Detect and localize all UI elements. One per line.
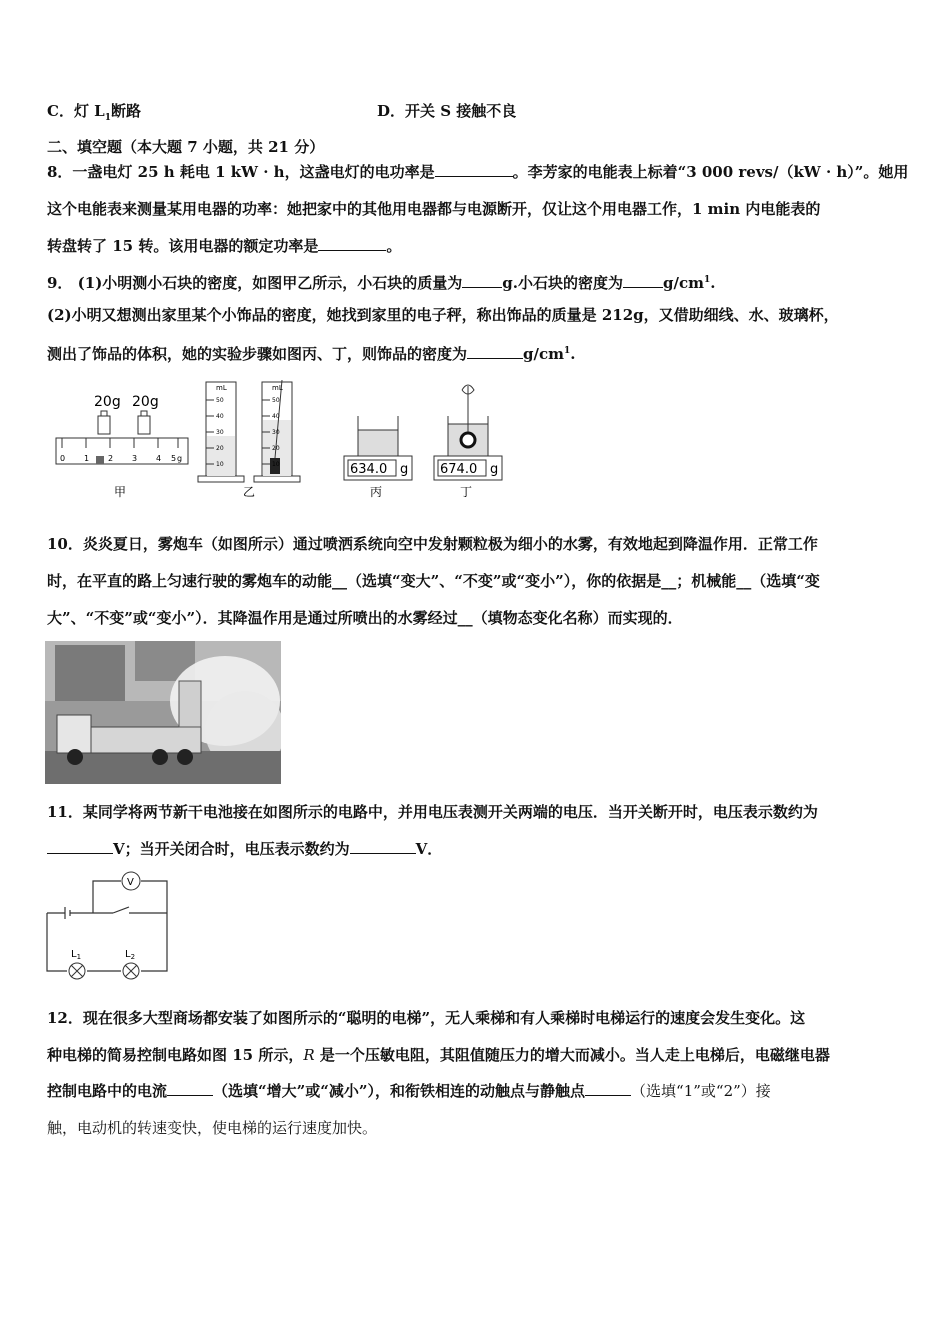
scale-unit: g [177,454,183,463]
q12-line2: 种电梯的简易控制电路如图 15 所示，R 是一个压敏电阻，其阻值随压力的增大而减小。当人走上电梯后，电磁继电器 [47,1046,830,1064]
cyl1-tick-50: 50 [216,397,224,404]
cyl2-tick-50: 50 [272,397,280,404]
ornament [461,433,475,447]
cyl1-tick-20: 20 [216,445,224,452]
weight-1 [98,416,110,434]
unit-bing: g [400,462,409,477]
balance-weights-figure [56,394,188,499]
weight-2 [138,416,150,434]
reading-ding: 674.0 [440,462,478,477]
weight-label-1: 20g [94,394,121,410]
lamp-l2-label: $L_2$ [125,949,136,961]
scale-ornament-figure [434,385,502,499]
cyl1-unit: mL [216,384,227,392]
q12-line3: 控制电路中的电流 （选填“增大”或“减小”），和衔铁相连的动触点与静触点 （选填“1”或“2”）接 [47,1082,771,1100]
circuit-diagram [45,869,171,983]
lamp-l1-label: $L_1$ [71,949,82,961]
unit-ding: g [490,462,499,477]
cyl2-unit: mL [272,384,283,392]
cyl1-tick-10: 10 [216,461,224,468]
label-bing: 丙 [370,485,383,499]
q10-line3: 大”、“不变”或“变小”）．其降温作用是通过所喷出的水雾经过__（填物态变化名称）而实现的． [47,609,683,627]
label-yi: 乙 [243,485,256,499]
q8-line1: 8．一盏电灯 25 h 耗电 1 kW · h，这盏电灯的电功率是 。李芳家的电能表上标着“3 000 revs/（kW · h）”。她用 [47,163,909,181]
scale-tick-1: 1 [84,454,90,463]
q8-line3: 转盘转了 15 转。该用电器的额定功率是 。 [47,237,402,255]
voltmeter-label: V [127,877,134,888]
label-jia: 甲 [114,485,127,499]
cyl2-tick-20: 20 [272,445,280,452]
label-ding: 丁 [460,485,473,499]
cyl2-tick-10: 10 [272,461,280,468]
cyl1-tick-40: 40 [216,413,224,420]
scale-bar [56,438,188,464]
q9-line1: 9． (1)小明测小石块的密度，如图甲乙所示，小石块的质量为 g.小石块的密度为 $g/cm^1$. [47,274,716,292]
reading-bing: 634.0 [350,462,388,477]
q10-line2: 时，在平直的路上匀速行驶的雾炮车的动能__（选填“变大”、“不变”或“变小”），你的依据是__；机械能__（选填“变 [47,572,820,590]
scale-tick-2: 2 [108,454,114,463]
scale-beaker-figure [344,416,412,499]
fog-cannon-truck-photo [45,641,281,784]
figure-density-experiment [50,376,520,502]
graduated-cylinders-figure [198,380,300,499]
weight-label-2: 20g [132,394,159,410]
q9-line3: 测出了饰品的体积，她的实验步骤如图丙、丁，则饰品的密度为 $g/cm^1$. [47,345,576,363]
q11-line1: 11．某同学将两节新干电池接在如图所示的电路中，并用电压表测开关两端的电压．当开关断开时，电压表示数约为 [47,803,818,821]
section-title: 二、填空题（本大题 7 小题，共 21 分） [47,138,325,156]
scale-tick-5: 5 [171,454,177,463]
q10-line1: 10．炎炎夏日，雾炮车（如图所示）通过喷洒系统向空中发射颗粒极为细小的水雾，有效地起到降温作用．正常工作 [47,535,818,553]
cyl2-tick-30: 30 [272,429,280,436]
q12-line4: 触，电动机的转速变快，使电梯的运行速度加快。 [47,1119,378,1137]
scale-tick-0: 0 [60,454,66,463]
scale-tick-4: 4 [156,454,162,463]
cyl1-tick-30: 30 [216,429,224,436]
q9-line2: (2)小明又想测出家里某个小饰品的密度，她找到家里的电子秤，称出饰品的质量是 212g，又借助细线、水、玻璃杯， [47,306,839,324]
q11-line2: V；当开关闭合时，电压表示数约为 V． [47,839,442,859]
q12-line1: 12．现在很多大型商场都安装了如图所示的“聪明的电梯”，无人乘梯和有人乘梯时电梯运行的速度会发生变化。这 [47,1009,806,1027]
cyl2-tick-40: 40 [272,413,280,420]
scale-tick-3: 3 [132,454,138,463]
option-d: D．开关 S 接触不良 [377,102,517,120]
q8-line2: 这个电能表来测量某用电器的功率：她把家中的其他用电器都与电源断开，仅让这个用电器工作，1 min 内电能表的 [47,200,821,218]
option-c: C．灯 $L_1$断路 [47,102,141,123]
